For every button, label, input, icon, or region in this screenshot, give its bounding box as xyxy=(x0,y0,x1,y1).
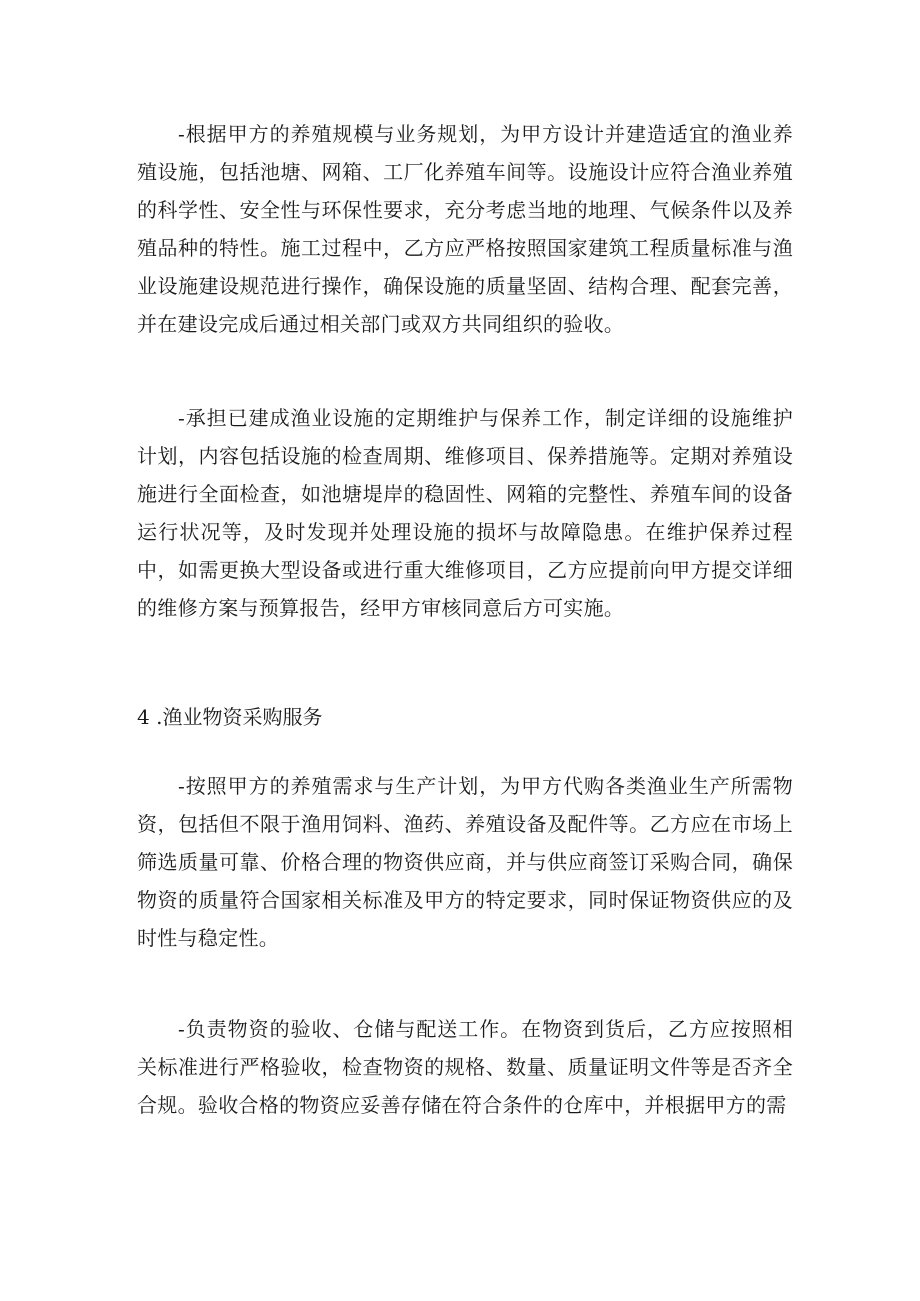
paragraph-facility-maintenance: -承担已建成渔业设施的定期维护与保养工作，制定详细的设施维护计划，内容包括设施的检查周期、维修项目、保养措施等。定期对养殖设施进行全面检查，如池塘堤岸的稳固性、网箱的完整性、养殖车间的设备运行状况等，及时发现并处理设施的损坏与故障隐患。在维护保养过程中，如需更换大型设备或进行重大维修项目，乙方应提前向甲方提交详细的维修方案与预算报告，经甲方审核同意后方可实施。 xyxy=(137,406,793,620)
section-heading: 4 .渔业物资采购服务 xyxy=(137,705,323,729)
paragraph-material-acceptance: -负责物资的验收、仓储与配送工作。在物资到货后，乙方应按照相关标准进行严格验收，检查物资的规格、数量、质量证明文件等是否齐全合规。验收合格的物资应妥善存储在符合条件的仓库中，并根据甲方的需 xyxy=(137,1017,793,1117)
paragraph-facility-construction: -根据甲方的养殖规模与业务规划，为甲方设计并建造适宜的渔业养殖设施，包括池塘、网箱、工厂化养殖车间等。设施设计应符合渔业养殖的科学性、安全性与环保性要求，充分考虑当地的地理、气候条件以及养殖品种的特性。施工过程中，乙方应严格按照国家建筑工程质量标准与渔业设施建设规范进行操作，确保设施的质量坚固、结构合理、配套完善，并在建设完成后通过相关部门或双方共同组织的验收。 xyxy=(137,122,793,336)
paragraph-material-procurement: -按照甲方的养殖需求与生产计划，为甲方代购各类渔业生产所需物资，包括但不限于渔用饲料、渔药、养殖设备及配件等。乙方应在市场上筛选质量可靠、价格合理的物资供应商，并与供应商签订采购合同，确保物资的质量符合国家相关标准及甲方的特定要求，同时保证物资供应的及时性与稳定性。 xyxy=(137,774,793,950)
